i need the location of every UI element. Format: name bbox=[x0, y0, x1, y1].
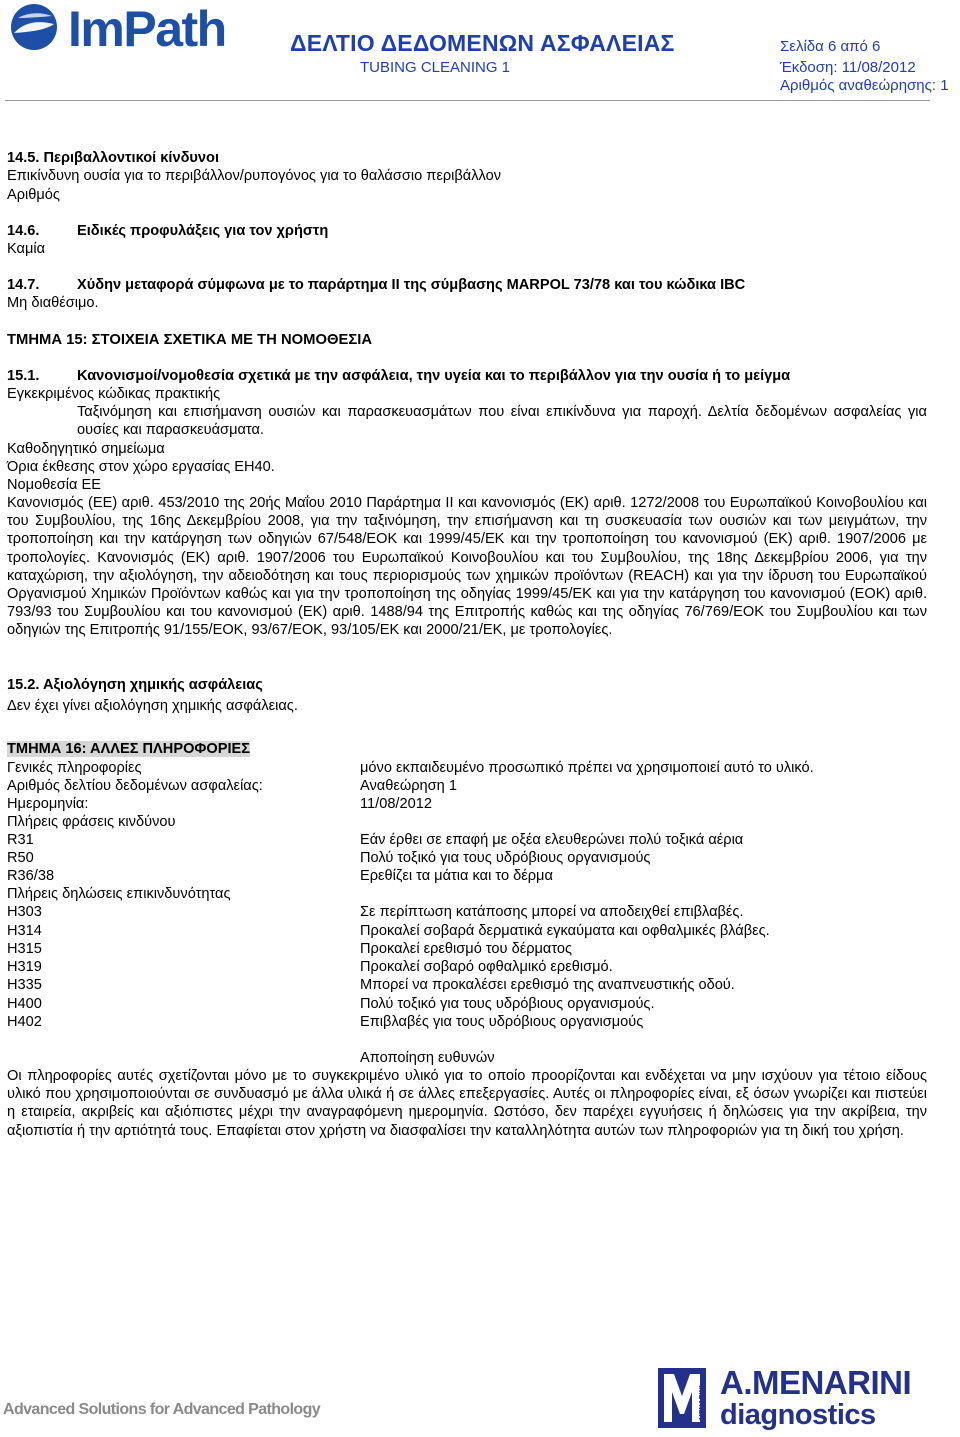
s14-6-heading: Ειδικές προφυλάξεις για τον χρήστη bbox=[77, 223, 329, 239]
disclaimer-text: Οι πληροφορίες αυτές σχετίζονται μόνο με το συγκεκριμένο υλικό για το οποίο προορίζονται και ενδέχεται να μην ισχύουν για τέτοιο είδους υλικό που χρησιμοποιούνται σε συνδυασμό με άλλα υλικά ή σε άλλες επεξεργασίες. Αυτές οι πληροφορίες είναι, εξ όσων γνωρίζει και πιστεύει η εταιρεία, ακριβείς και αξιόπιστες μέχρι την αναγραφόμενη ημερομηνία. Ωστόσο, δεν παρέχει εγγυήσεις ή δηλώσεις για την ακρίβεια, την αξιοπιστία ή την αρτιότητά τους. Επαφίεται στον χρήστη να διασφαλίσει την καταλληλότητα αυτών των πληροφοριών για τη δική του χρήση. bbox=[7, 1068, 927, 1139]
risk-phrase-text: Εάν έρθει σε επαφή με οξέα ελευθερώνει πολύ τοξικά αέρια bbox=[360, 832, 744, 848]
s14-7-number: 14.7. bbox=[7, 277, 40, 293]
risk-phrase-code: R31 bbox=[7, 832, 34, 848]
document-title: ΔΕΛΤΙΟ ΔΕΔΟΜΕΝΩΝ ΑΣΦΑΛΕΙΑΣ bbox=[290, 30, 675, 56]
menarini-logo bbox=[656, 1362, 946, 1430]
hazard-text: Σε περίπτωση κατάποσης μπορεί να αποδειχθεί επιβλαβές. bbox=[360, 904, 744, 920]
s14-7-line1: Μη διαθέσιμο. bbox=[7, 295, 99, 311]
menarini-vertical-text: MENARINI bbox=[699, 1385, 706, 1420]
risk-phrase-code: R36/38 bbox=[7, 868, 55, 884]
date-value: 11/08/2012 bbox=[360, 796, 432, 812]
impath-logo bbox=[8, 2, 270, 54]
page-number: Σελίδα 6 από 6 bbox=[780, 38, 881, 55]
hazard-text: Προκαλεί ερεθισμό του δέρματος bbox=[360, 941, 573, 957]
general-info-value: μόνο εκπαιδευμένο προσωπικό πρέπει να χρησιμοποιεί αυτό το υλικό. bbox=[360, 760, 814, 776]
s15-1-heading: Κανονισμοί/νομοθεσία σχετικά με την ασφάλεια, την υγεία και το περιβάλλον για την ουσία ή το μείγμα bbox=[77, 368, 791, 384]
menarini-subtitle: diagnostics bbox=[720, 1399, 876, 1430]
impath-logo-text: ImPath bbox=[68, 2, 226, 54]
hazard-code: H315 bbox=[7, 941, 42, 957]
s15-2-text: Δεν έχει γίνει αξιολόγηση χημικής ασφάλειας. bbox=[7, 698, 298, 714]
risk-phrase-code: R50 bbox=[7, 850, 34, 866]
hazard-code: H400 bbox=[7, 996, 42, 1012]
s14-5-heading: 14.5. Περιβαλλοντικοί κίνδυνοι bbox=[7, 150, 220, 166]
revision-number: Αριθμός αναθεώρησης: 1 bbox=[780, 77, 949, 94]
sds-number-value: Αναθεώρηση 1 bbox=[360, 778, 457, 794]
hazard-text: Μπορεί να προκαλέσει ερεθισμό της αναπνευστικής οδού. bbox=[360, 977, 735, 993]
hazard-text: Προκαλεί σοβαρά δερματικά εγκαύματα και οφθαλμικές βλάβες. bbox=[360, 923, 770, 939]
footer-tagline: Advanced Solutions for Advanced Pathology bbox=[3, 1401, 321, 1418]
section-16-title-text: ΤΜΗΜΑ 16: ΑΛΛΕΣ ΠΛΗΡΟΦΟΡΙΕΣ bbox=[7, 741, 251, 757]
product-name: TUBING CLEANING 1 bbox=[360, 59, 511, 76]
code-of-practice-text: Ταξινόμηση και επισήμανση ουσιών και παρασκευασμάτων που είναι επικίνδυνα για παροχή. Δελτία δεδομένων ασφαλείας για ουσίες και παρασκευάσματα. bbox=[77, 404, 927, 439]
header-divider bbox=[5, 100, 930, 101]
hazard-code: H402 bbox=[7, 1014, 42, 1030]
hazard-text: Πολύ τοξικό για τους υδρόβιους οργανισμούς. bbox=[360, 996, 655, 1012]
issue-date: Έκδοση: 11/08/2012 bbox=[780, 59, 916, 76]
menarini-emblem-icon bbox=[658, 1368, 706, 1428]
guidance-label: Καθοδηγητικό σημείωμα bbox=[7, 441, 165, 457]
hazard-code: H319 bbox=[7, 959, 42, 975]
s15-1-number: 15.1. bbox=[7, 368, 40, 384]
general-info-label: Γενικές πληροφορίες bbox=[7, 760, 142, 776]
risk-phrase-text: Ερεθίζει τα μάτια και το δέρμα bbox=[360, 868, 553, 884]
date-label: Ημερομηνία: bbox=[7, 796, 89, 812]
hazard-text: Επιβλαβές για τους υδρόβιους οργανισμούς bbox=[360, 1014, 644, 1030]
hazard-statements-label: Πλήρεις δηλώσεις επικινδυνότητας bbox=[7, 886, 231, 902]
s14-5-line1: Επικίνδυνη ουσία για το περιβάλλον/ρυπογόνος για το θαλάσσιο περιβάλλον bbox=[7, 168, 502, 184]
section-16-title bbox=[7, 740, 250, 758]
hazard-code: H335 bbox=[7, 977, 42, 993]
eu-legislation-text: Κανονισμός (ΕΕ) αριθ. 453/2010 της 20ής Μαΐου 2010 Παράρτημα II και κανονισμός (ΕΚ) αριθ. 1272/2008 του Ευρωπαϊκού Κοινοβουλίου και του Συμβουλίου, της 16ης Δεκεμβρίου 2008, για την ταξινόμηση, την επισήμανση και τη συσκευασία των ουσιών και των μειγμάτων, την τροποποίηση και την κατάργηση των οδηγιών 67/548/ΕΟΚ και 1999/45/ΕΚ και την τροποποίηση του κανονισμού (ΕΚ) αριθ. 1907/2006 με τροπολογίες. Κανονισμός (ΕΚ) αριθ. 1907/2006 του Ευρωπαϊκού Κοινοβουλίου και του Συμβουλίου, της 18ης Δεκεμβρίου 2006, για την καταχώριση, την αξιολόγηση, την αδειοδότηση και τους περιορισμούς των χημικών προϊόντων (REACH) και για την ίδρυση του Ευρωπαϊκού Οργανισμού Χημικών Προϊόντων καθώς και για την τροποποίηση της οδηγίας 1999/45/ΕΚ και για την κατάργηση του κανονισμού (ΕΟΚ) αριθ. 793/93 του Συμβουλίου και του κανονισμού (ΕΚ) αριθ. 1488/94 της Επιτροπής καθώς και της οδηγίας 76/769/ΕΟΚ του Συμβουλίου και των οδηγιών της Επιτροπής 91/155/ΕΟΚ, 93/67/ΕΟΚ, 93/105/ΕΚ και 2000/21/ΕΚ, με τροπολογίες. bbox=[7, 495, 927, 639]
s15-2-heading: 15.2. Αξιολόγηση χημικής ασφάλειας bbox=[7, 677, 263, 693]
hazard-text: Προκαλεί σοβαρό οφθαλμικό ερεθισμό. bbox=[360, 959, 613, 975]
section-15-title: ΤΜΗΜΑ 15: ΣΤΟΙΧΕΙΑ ΣΧΕΤΙΚΑ ΜΕ ΤΗ ΝΟΜΟΘΕΣΙΑ bbox=[7, 332, 373, 348]
menarini-name: A.MENARINI bbox=[720, 1364, 912, 1401]
sds-number-label: Αριθμός δελτίου δεδομένων ασφαλείας: bbox=[7, 778, 263, 794]
disclaimer-title: Αποποίηση ευθυνών bbox=[360, 1050, 495, 1066]
hazard-code: H303 bbox=[7, 904, 42, 920]
s14-6-number: 14.6. bbox=[7, 223, 40, 239]
code-of-practice-label: Εγκεκριμένος κώδικας πρακτικής bbox=[7, 386, 221, 402]
s14-7-heading: Χύδην μεταφορά σύμφωνα με το παράρτημα II της σύμβασης MARPOL 73/78 και του κώδικα IBC bbox=[77, 277, 746, 293]
hazard-code: H314 bbox=[7, 923, 42, 939]
s14-5-line2: Αριθμός bbox=[7, 187, 60, 203]
risk-phrases-label: Πλήρεις φράσεις κινδύνου bbox=[7, 814, 176, 830]
risk-phrase-text: Πολύ τοξικό για τους υδρόβιους οργανισμούς bbox=[360, 850, 651, 866]
s14-6-line1: Καμία bbox=[7, 241, 46, 257]
guidance-text: Όρια έκθεσης στον χώρο εργασίας EH40. bbox=[7, 459, 275, 475]
eu-legislation-label: Νομοθεσία ΕΕ bbox=[7, 477, 102, 493]
